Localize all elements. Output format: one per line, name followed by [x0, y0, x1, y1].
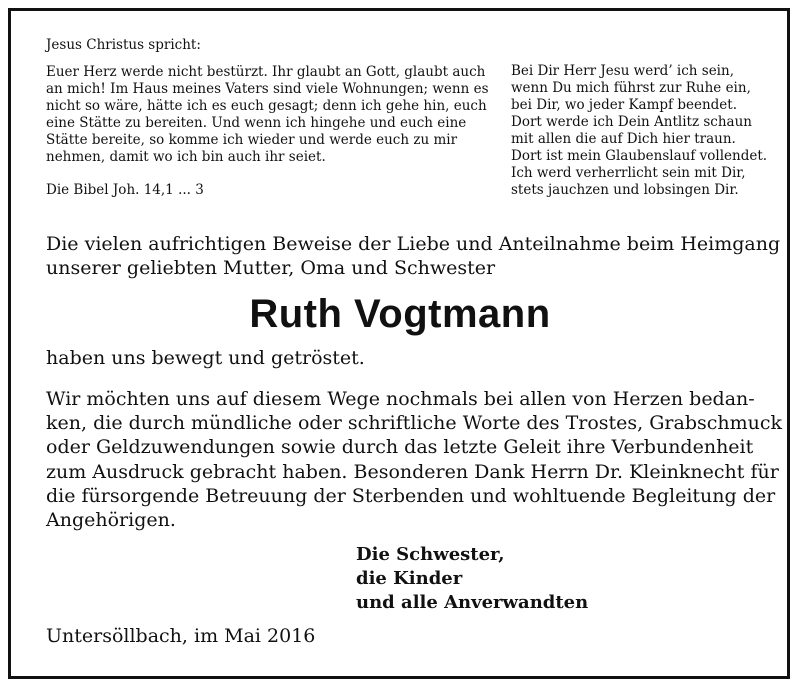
verse-line: Euer Herz werde nicht bestürzt. Ihr glaubt an Gott, glaubt auch	[46, 64, 486, 80]
thanks-line: Angehörigen.	[46, 509, 176, 532]
signer-line: die Kinder	[356, 568, 463, 589]
verse-line: an mich! Im Haus meines Vaters sind viele Wohnungen; wenn es	[46, 81, 489, 97]
intro-line: unserer geliebten Mutter, Oma und Schwester	[46, 257, 496, 279]
poem-line: stets jauchzen und lobsingen Dir.	[511, 182, 739, 198]
intro-line: Die vielen aufrichtigen Beweise der Liebe und Anteilnahme beim Heimgang	[46, 233, 781, 255]
moved-comforted-text: haben uns bewegt und getröstet.	[46, 347, 365, 369]
verse-line: nicht so wäre, hätte ich es euch gesagt; denn ich gehe hin, euch	[46, 98, 487, 114]
thanks-line: oder Geldzuwendungen sowie durch das letzte Geleit ihre Verbundenheit	[46, 436, 754, 459]
poem-line: bei Dir, wo jeder Kampf beendet.	[511, 97, 737, 113]
poem-line: mit allen die auf Dich hier traun.	[511, 131, 736, 147]
poem-line: Bei Dir Herr Jesu werd’ ich sein,	[511, 63, 734, 79]
bible-verse-block	[46, 37, 489, 199]
signers-block	[356, 543, 588, 615]
place-date: Untersöllbach, im Mai 2016	[46, 625, 316, 647]
thanks-paragraph	[46, 387, 783, 532]
verse-line: nehmen, damit wo ich bin auch ihr seiet.	[46, 149, 326, 165]
deceased-name: Ruth Vogtmann	[249, 292, 551, 336]
verse-heading: Jesus Christus spricht:	[46, 37, 201, 53]
poem-line: Dort ist mein Glaubenslauf vollendet.	[511, 148, 768, 164]
poem-block	[511, 63, 771, 199]
thanks-line: Wir möchten uns auf diesem Wege nochmals bei allen von Herzen bedan-	[46, 388, 755, 410]
poem-line: Ich werd verherrlicht sein mit Dir,	[511, 165, 746, 181]
verse-source: Die Bibel Joh. 14,1 ... 3	[46, 182, 204, 198]
signer-line: und alle Anverwandten	[356, 592, 589, 613]
verse-line: Stätte bereite, so komme ich wieder und werde euch zu mir	[46, 132, 458, 148]
poem-line: wenn Du mich führst zur Ruhe ein,	[511, 80, 751, 96]
poem-line: Dort werde ich Dein Antlitz schaun	[511, 114, 752, 130]
intro-text	[46, 232, 781, 280]
verse-line: eine Stätte zu bereiten. Und wenn ich hingehe und euch eine	[46, 115, 467, 131]
thanks-line: zum Ausdruck gebracht haben. Besonderen Dank Herrn Dr. Kleinknecht für	[46, 460, 779, 483]
signer-line: Die Schwester,	[356, 544, 505, 565]
thanks-line: ken, die durch mündliche oder schriftliche Worte des Trostes, Grabschmuck	[46, 412, 783, 435]
thanks-line: die fürsorgende Betreuung der Sterbenden und wohltuende Begleitung der	[46, 484, 776, 507]
